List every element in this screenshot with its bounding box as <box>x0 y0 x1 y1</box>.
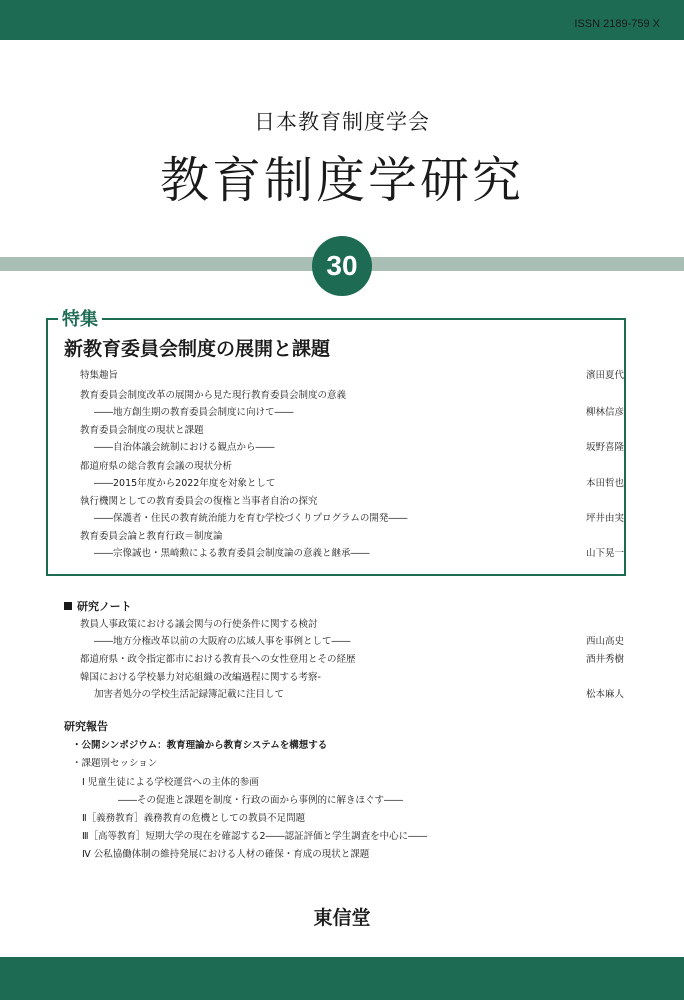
note-entry-text: 教員人事政策における議会関与の行使条件に関する検討 <box>80 619 318 630</box>
publisher-name: 東信堂 <box>313 907 371 929</box>
report-entry-text: Ⅱ［義務教育］義務教育の危機としての教員不足問題 <box>82 813 306 824</box>
feature-entry-author: 坂野喜隆 <box>585 442 624 453</box>
feature-entry-text: ――宗像誠也・黒崎勲による教育委員会制度論の意義と継承―― <box>94 548 370 559</box>
report-entry-text: ――その促進と課題を制度・行政の面から事例的に解きほぐす―― <box>118 795 404 806</box>
report-entry-text: Ⅲ［高等教育］短期大学の現在を確認する2――認証評価と学生調査を中心に―― <box>82 831 428 842</box>
feature-entry-text: 都道府県の総合教育会議の現状分析 <box>80 461 233 472</box>
volume-badge: 30 <box>312 236 372 296</box>
note-entry-author: 西山高史 <box>585 636 624 647</box>
journal-title: 教育制度学研究 <box>159 152 524 209</box>
research-notes-heading-text: 研究ノート <box>77 600 132 613</box>
feature-entry-author: 本田哲也 <box>585 478 624 489</box>
note-entry-author: 酒井秀樹 <box>585 654 624 665</box>
bottom-color-band <box>0 957 684 1000</box>
note-entry-author: 松本麻人 <box>585 689 624 700</box>
note-entry-text: ――地方分権改革以前の大阪府の広域人事を事例として―― <box>94 636 351 647</box>
note-entry-text: 韓国における学校暴力対応組織の改編過程に関する考察- <box>80 672 321 683</box>
report-entry-text: ・公開シンポジウム：教育理論から教育システムを構想する <box>72 740 328 751</box>
feature-entry-author: 山下晃一 <box>585 548 624 559</box>
feature-entry-text: 特集趣旨 <box>80 370 119 381</box>
feature-entry-author: 坪井由実 <box>585 513 624 524</box>
research-notes-heading <box>64 598 132 614</box>
research-reports-heading: 研究報告 <box>64 720 108 733</box>
feature-entry-text: ――自治体議会統制における観点から―― <box>94 442 275 453</box>
note-entry-text: 都道府県・政令指定都市における教育長への女性登用とその経歴 <box>80 654 356 665</box>
feature-entry-text: 教育委員会制度改革の展開から見た現行教育委員会制度の意義 <box>80 390 347 401</box>
square-bullet-icon <box>64 602 72 610</box>
note-entry-text: 加害者処分の学校生活記録簿記載に注目して <box>94 689 285 700</box>
report-entry-text: ・課題別セッション <box>72 758 158 769</box>
feature-entry-text: ――地方創生期の教育委員会制度に向けて―― <box>94 407 294 418</box>
feature-entry-text: 教育委員会制度の現状と課題 <box>80 425 204 436</box>
feature-entry-text: ――保護者・住民の教育統治能力を育む学校づくりプログラムの開発―― <box>94 513 408 524</box>
feature-entry-author: 濱田夏代 <box>585 370 624 381</box>
report-entry-text: Ⅳ 公私協働体制の維持発展における人材の確保・育成の現状と課題 <box>82 849 370 860</box>
feature-entry-text: 執行機関としての教育委員会の復権と当事者自治の探究 <box>80 496 318 507</box>
feature-entry-author: 柳林信彦 <box>585 407 624 418</box>
report-entry-text: Ⅰ 児童生徒による学校運営への主体的参画 <box>82 777 259 788</box>
feature-entry-text: 教育委員会論と教育行政＝制度論 <box>80 531 223 542</box>
feature-title: 新教育委員会制度の展開と課題 <box>64 338 331 360</box>
feature-entry-text: ――2015年度から2022年度を対象として <box>94 478 276 489</box>
society-name: 日本教育制度学会 <box>254 110 430 134</box>
issn-label: ISSN 2189-759 X <box>574 18 660 30</box>
feature-tag: 特集 <box>58 305 102 331</box>
